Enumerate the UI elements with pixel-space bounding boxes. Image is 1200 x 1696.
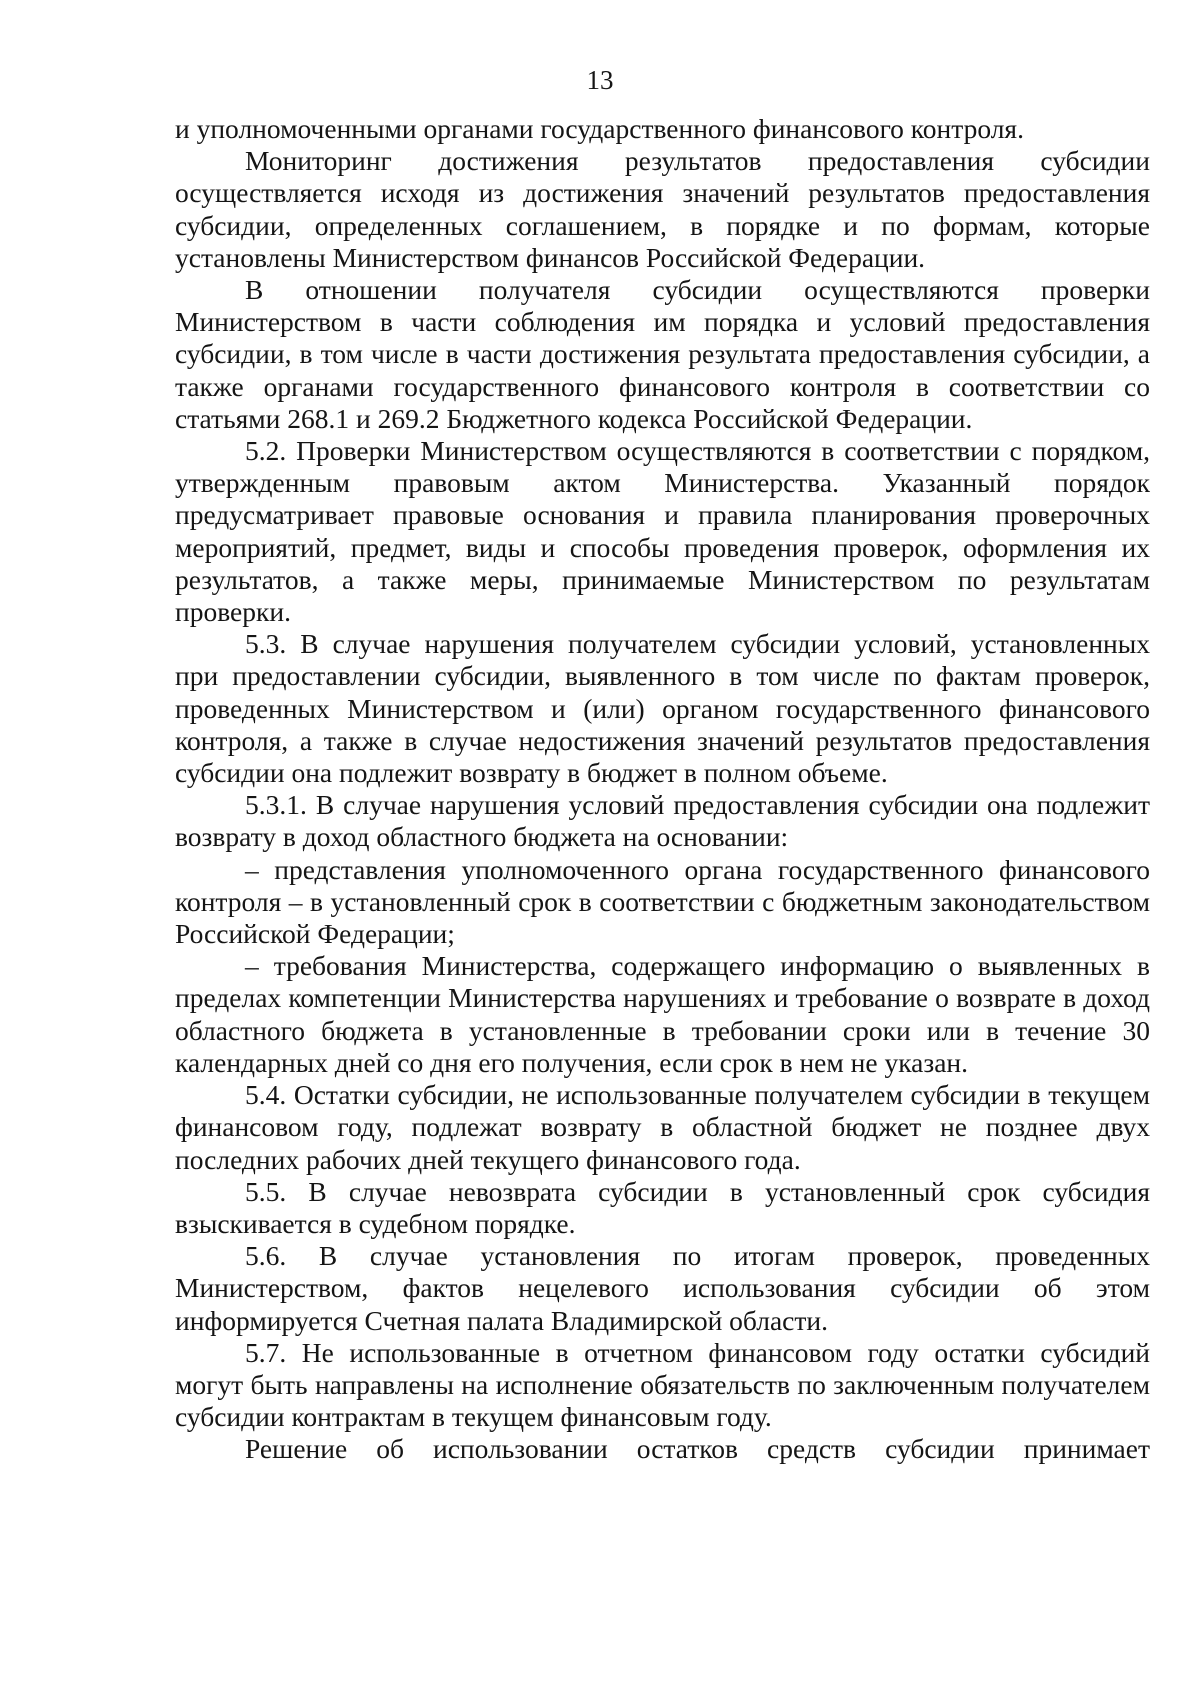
paragraph-inspections: В отношении получателя субсидии осуществляются проверки Министерством в части соблюдения им порядка и условий предоставления субсидии, в том числе в части достижения результата предоставления субсидии, а также органами государственного финансового контроля в соответствии со статьями 268.1 и 269.2 Бюджетного кодекса Российской Федерации. [175,274,1150,434]
paragraph-continuation: и уполномоченными органами государственного финансового контроля. [175,113,1024,144]
paragraph-5-3-1: 5.3.1. В случае нарушения условий предоставления субсидии она подлежит возврату в доход областного бюджета на основании: [175,789,1150,853]
document-body [175,113,1150,1466]
paragraph-5-3: 5.3. В случае нарушения получателем субсидии условий, установленных при предоставлении субсидии, выявленного в том числе по фактам проверок, проведенных Министерством и (или) органом государственного финансового контроля, а также в случае недостижения значений результатов предоставления субсидии она подлежит возврату в бюджет в полном объеме. [175,628,1150,789]
paragraph-5-6: 5.6. В случае установления по итогам проверок, проведенных Министерством, фактов нецелевого использования субсидии об этом информируется Счетная палата Владимирской области. [175,1240,1150,1336]
paragraph-5-5: 5.5. В случае невозврата субсидии в установленный срок субсидия взыскивается в судебном порядке. [175,1175,1150,1239]
paragraph-5-7: 5.7. Не использованные в отчетном финансовом году остатки субсидий могут быть направлены на исполнение обязательств по заключенным получателем субсидии контрактам в текущем финансовым году. [175,1336,1150,1433]
paragraph-5-4: 5.4. Остатки субсидии, не использованные получателем субсидии в текущем финансовом году, подлежат возврату в областной бюджет не позднее двух последних рабочих дней текущего финансового года. [175,1079,1150,1175]
paragraph-monitoring: Мониторинг достижения результатов предоставления субсидии осуществляется исходя из достижения значений результатов предоставления субсидии, определенных соглашением, в порядке и по формам, которые установлены Министерством финансов Российской Федерации. [175,145,1150,273]
list-item-representation: – представления уполномоченного органа государственного финансового контроля – в установленный срок в соответствии с бюджетным законодательством Российской Федерации; [175,853,1150,950]
paragraph-decision: Решение об использовании остатков средств субсидии принимает [245,1433,1150,1465]
list-item-requirement: – требования Министерства, содержащего информацию о выявленных в пределах компетенции Министерства нарушениях и требование о возврате в доход областного бюджета в установленные в требовании сроки или в течение 30 календарных дней со дня его получения, если срок в нем не указан. [175,950,1150,1078]
paragraph-5-2: 5.2. Проверки Министерством осуществляются в соответствии с порядком, утвержденным правовым актом Министерства. Указанный порядок предусматривает правовые основания и правила планирования проверочных мероприятий, предмет, виды и способы проведения проверок, оформления их результатов, а также меры, принимаемые Министерством по результатам проверки. [175,435,1150,628]
page-number: 13 [586,65,614,95]
